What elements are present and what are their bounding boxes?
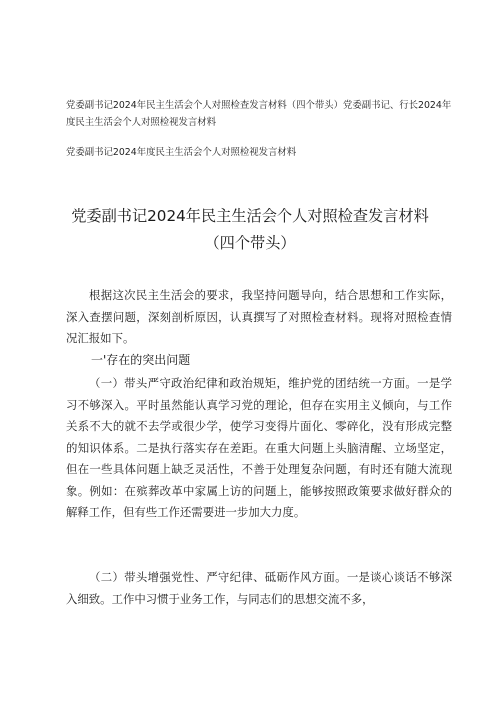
- document-title: 党委副书记2024年民主生活会个人对照检查发言材料: [71, 207, 429, 225]
- header-title-line-3: 党委副书记2024年度民主生活会个人对照检视发言材料: [66, 147, 297, 158]
- section-heading: 一'存在的突出问题: [91, 353, 191, 367]
- header-title-line-1: 党委副书记2024年民主生活会个人对照检查发言材料（四个带头）党委副书记、行长2024年: [66, 100, 452, 111]
- intro-paragraph: 根据这次民主生活会的要求，我坚持问题导向，结合思想和工作实际，深入查摆问题，深刻剖析原因，认真撰写了对照检查材料。现将对照检查情况汇报如下。: [66, 288, 452, 345]
- document-subtitle: （四个带头）: [204, 234, 296, 252]
- body-paragraph-2: （二）带头增强党性、严守纪律、砥砺作风方面。一是谈心谈话不够深入细致。工作中习惯于业务工作，与同志们的思想交流不多，: [66, 570, 452, 606]
- header-title-line-2: 度民主生活会个人对照检视发言材料: [66, 117, 217, 128]
- body-paragraph-1: （一）带头严守政治纪律和政治规矩，维护党的团结统一方面。一是学习不够深入。平时虽然能认真学习党的理论，但存在实用主义倾向，与工作关系不大的就不去学或很少学，使学习变得片面化、零碎化，没有形成完整的知识体系。二是执行落实存在差距。在重大问题上头脑清醒、立场坚定，但在一些具体问题上缺乏灵活性，不善于处理复杂问题，有时还有随大流现象。例如：在殡葬改革中家属上访的问题上，能够按照政策要求做好群众的解释工作，但有些工作还需要进一步加大力度。: [66, 376, 452, 519]
